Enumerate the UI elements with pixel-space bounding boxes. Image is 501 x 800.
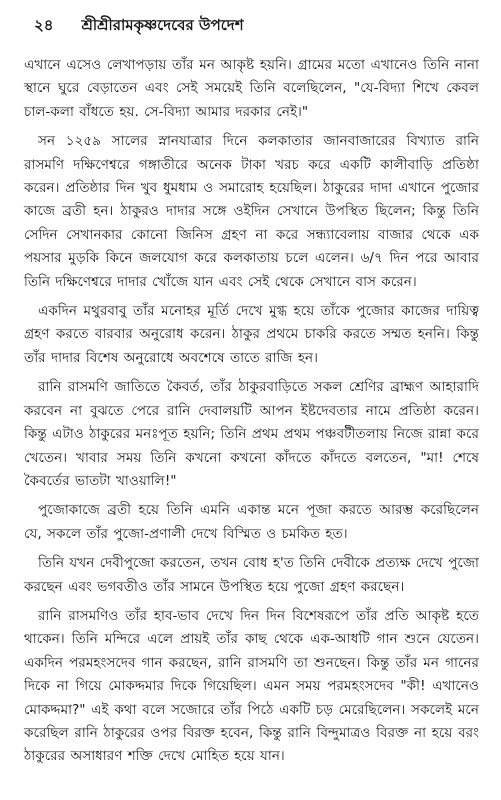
paragraph: এখানে এসেও লেখাপড়ায় তাঁর মন আকৃষ্ট হয়নি। গ্রামের মতো এখানেও তিনি নানা স্থানে ঘুরে বেড়াতেন এবং সেই সময়েই তিনি বলেছিলেন, "যে-বিদ্যা শিখে কেবল চাল-কলা বাঁধতে হয়. সে-বিদ্যা আমার দরকার নেই।" <box>24 57 479 120</box>
paragraph: পুজোকাজে ব্রতী হয়ে তিনি এমনি একান্ত মনে পূজা করতে আরম্ভ করেছিলেন যে, সকলে তাঁর পুজো-প্রণালী দেখে বিস্মিত ও চমকিত হত। <box>24 502 479 542</box>
page-body <box>24 54 479 769</box>
paragraph: রানি রাসমণিও তাঁর হাব-ভাব দেখে দিন দিন বিশেষরূপে তাঁর প্রতি আকৃষ্ট হতে থাকেন। তিনি মন্দিরে এলে প্রায়ই তাঁর কাছ থেকে এক-আধটি গান শুনে যেতেন। একদিন পরমহংসদেব গান করছেন, রানি রাসমণি তা শুনছেন। কিন্তু তাঁর মন গানের দিকে না গিয়ে মোকদ্দমার দিকে গিয়েছিল। এমন সময় পরমহংসদেব "কী! এখানেও মোকদ্দমা?" এই কথা বলে সজোরে তাঁর পিঠে একটি চড় মেরেছিলেন। সকলেই মনে করেছিল রানি ঠাকুরের ওপর বিরক্ত হবেন, কিন্তু রানি বিন্দুমাত্রও বিরক্ত না হয়ে বরং ঠাকুরের অসাধারণ শক্তি দেখে মোহিত হয়ে যান। <box>24 607 479 765</box>
page-header <box>24 10 479 40</box>
paragraph: একদিন মথুরবাবু তাঁর মনোহর মূর্তি দেখে মুগ্ধ হয়ে তাঁকে পুজোর কাজের দায়িত্ব গ্রহণ করতে বারবার অনুরোধ করেন। ঠাকুর প্রথমে চাকরি করতে সম্মত হননি। কিন্তু তাঁর দাদার বিশেষ অনুরোধে অবশেষে তাতে রাজি হন। <box>24 303 479 366</box>
paragraph: তিনি যখন দেবীপুজো করতেন, তখন বোধ হ'ত তিনি দেবীকে প্রত্যক্ষ দেখে পুজো করছেন এবং ভগবতীও তাঁর সামনে উপস্থিত হয়ে পুজো গ্রহণ করছেন। <box>24 555 479 595</box>
running-title: শ্রীশ্রীরামকৃষ্ণদেবের উপদেশ <box>81 16 244 34</box>
page-number: ২৪ <box>34 16 54 34</box>
paragraph: সন ১২৫৯ সালের স্নানযাত্রার দিনে কলকাতার জানবাজারের বিখ্যাত রানি রাসমণি দক্ষিণেশ্বরে গঙ্গাতীরে অনেক টাকা খরচ করে একটি কালীবাড়ি প্রতিষ্ঠা করেন। প্রতিষ্ঠার দিন খুব ধুমধাম ও সমারোহ হয়েছিল। ঠাকুরের দাদা এখানে পুজোর কাজে ব্রতী হন। ঠাকুরও দাদার সঙ্গে ওইদিন সেখানে উপস্থিত ছিলেন; কিন্তু তিনি সেদিন সেখানকার কোনো জিনিস গ্রহণ না করে সন্ধ্যাবেলায় বাজার থেকে এক পয়সার মুড়কি কিনে জলযোগ করে কলকাতায় চলে এলেন। ৬/৭ দিন পরে আবার তিনি দক্ষিণেশ্বরে দাদার খোঁজে যান এবং সেই থেকে সেখানে বাস করেন। <box>24 133 479 290</box>
paragraph: রানি রাসমণি জাতিতে কৈবর্ত, তাঁর ঠাকুরবাড়িতে সকল শ্রেণির ব্রাহ্মণ আহারাদি করবেন না বুঝতে পেরে রানি দেবালয়টি আপন ইষ্টদেবতার নামে প্রতিষ্ঠা করেন। কিন্তু এটাও ঠাকুরের মনঃপূত হয়নি; তিনি প্রথম প্রথম পঞ্চবটীতলায় নিজে রান্না করে খেতেন। খাবার সময় তিনি কখনো কখনো কাঁদতে কাঁদতে বলতেন, "মা! শেষে কৈবর্তের ভাতটা খাওয়ালি!" <box>24 379 479 489</box>
